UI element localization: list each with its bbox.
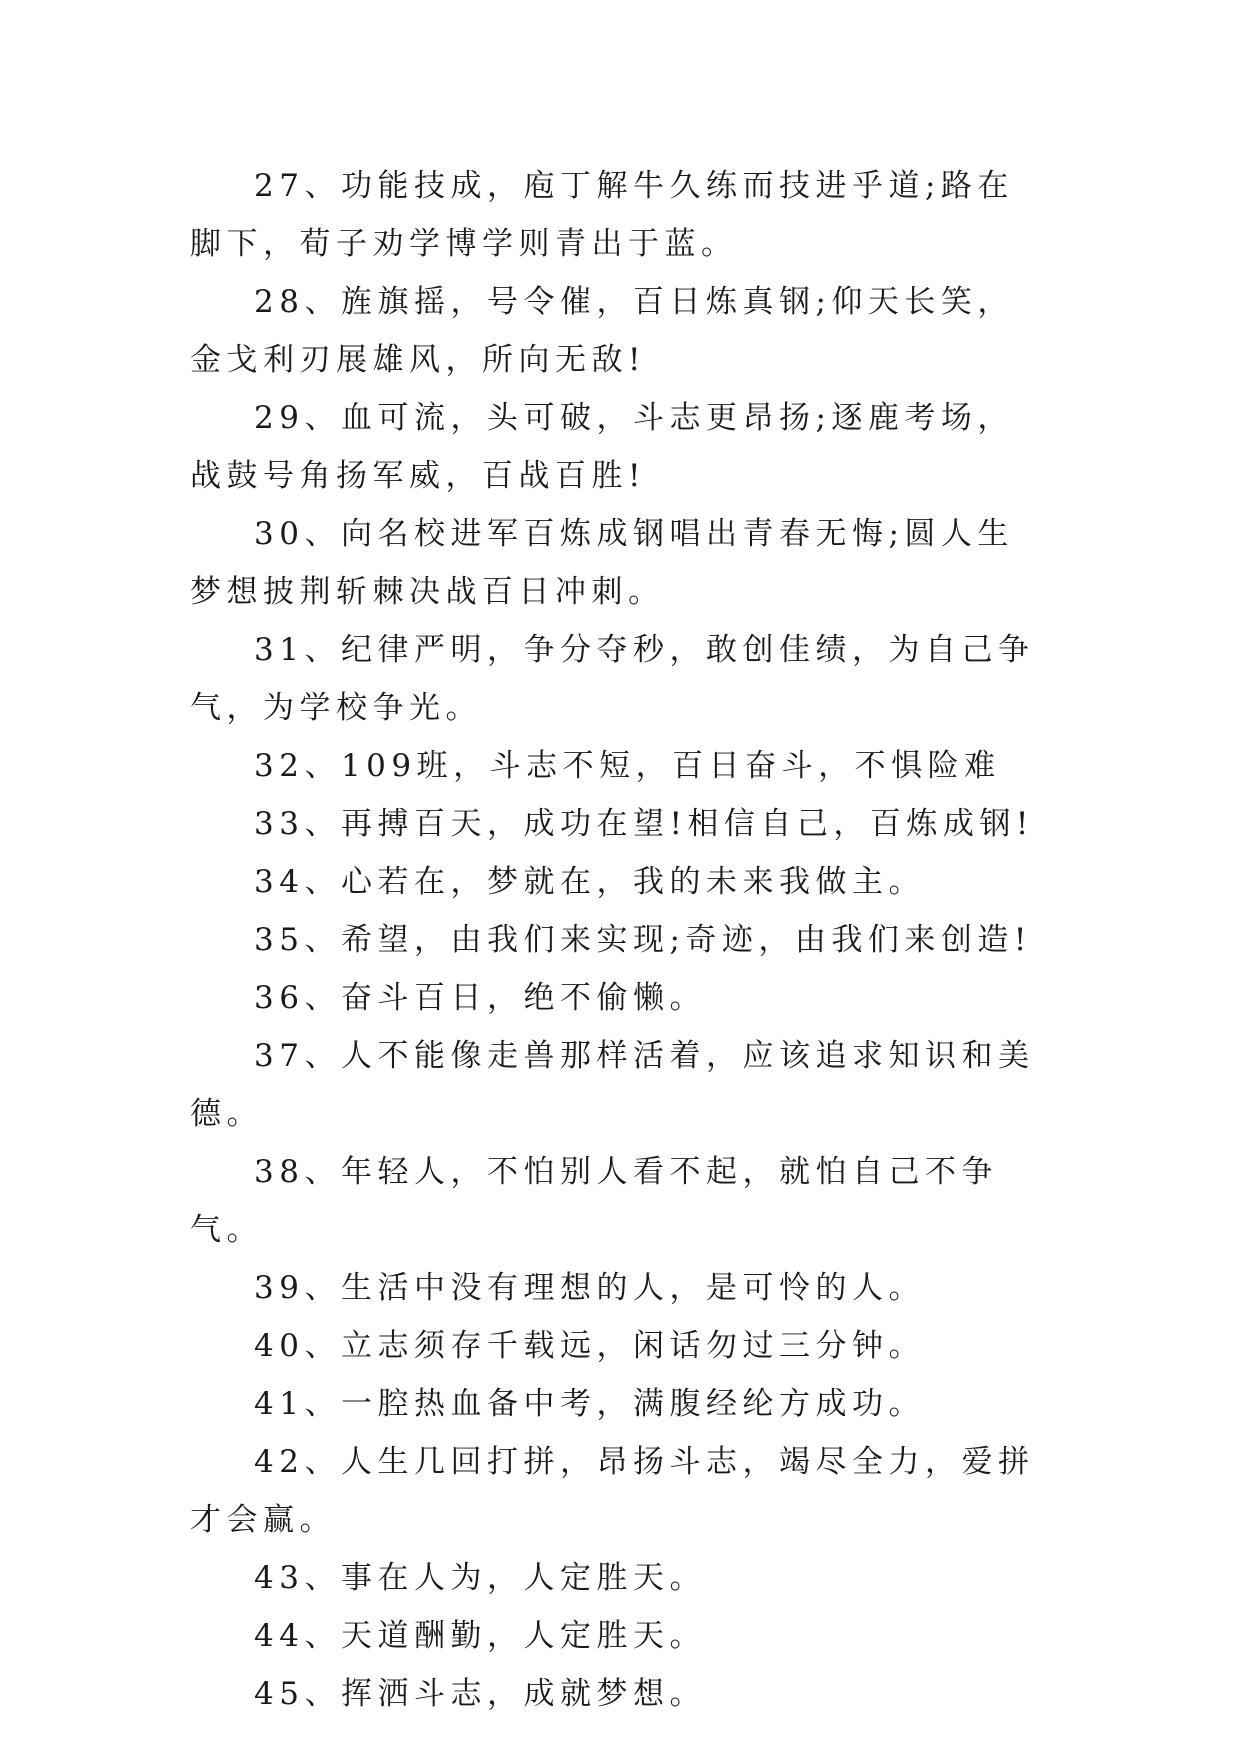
list-item: 31、纪律严明，争分夺秒，敢创佳绩，为自己争气，为学校争光。 bbox=[190, 632, 1035, 726]
list-item: 36、奋斗百日，绝不偷懒。 bbox=[254, 980, 706, 1016]
list-item: 40、立志须存千载远，闲话勿过三分钟。 bbox=[254, 1328, 925, 1364]
list-item: 27、功能技成，庖丁解牛久练而技进乎道;路在脚下，荀子劝学博学则青出于蓝。 bbox=[190, 168, 1014, 262]
list-item: 38、年轻人，不怕别人看不起，就怕自己不争气。 bbox=[190, 1154, 998, 1248]
document-body bbox=[190, 157, 1050, 1723]
list-item: 35、希望，由我们来实现;奇迹，由我们来创造! bbox=[254, 922, 1032, 958]
list-item: 30、向名校进军百炼成钢唱出青春无悔;圆人生梦想披荆斩棘决战百日冲刺。 bbox=[190, 516, 1014, 610]
list-item: 37、人不能像走兽那样活着，应该追求知识和美德。 bbox=[190, 1038, 1035, 1132]
list-item: 28、旌旗摇，号令催，百日炼真钢;仰天长笑，金戈利刃展雄风，所向无敌! bbox=[190, 284, 1014, 378]
list-item: 43、事在人为，人定胜天。 bbox=[254, 1560, 706, 1596]
list-item: 33、再搏百天，成功在望!相信自己，百炼成钢! bbox=[254, 806, 1034, 842]
list-item: 32、109班，斗志不短，百日奋斗，不惧险难 bbox=[254, 748, 1001, 784]
list-item: 42、人生几回打拼，昂扬斗志，竭尽全力，爱拼才会赢。 bbox=[190, 1444, 1035, 1538]
list-item: 45、挥洒斗志，成就梦想。 bbox=[254, 1676, 706, 1712]
list-item: 44、天道酬勤，人定胜天。 bbox=[254, 1618, 706, 1654]
list-item: 39、生活中没有理想的人，是可怜的人。 bbox=[254, 1270, 925, 1306]
list-item: 34、心若在，梦就在，我的未来我做主。 bbox=[254, 864, 925, 900]
list-item: 41、一腔热血备中考，满腹经纶方成功。 bbox=[254, 1386, 925, 1422]
list-item: 29、血可流，头可破，斗志更昂扬;逐鹿考场，战鼓号角扬军威，百战百胜! bbox=[190, 400, 1014, 494]
